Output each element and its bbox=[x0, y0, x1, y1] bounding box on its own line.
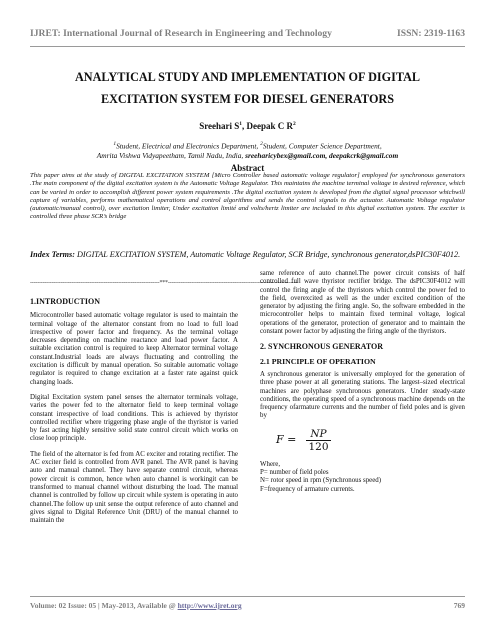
page-footer bbox=[30, 601, 465, 610]
index-terms-label: Index Terms: bbox=[30, 250, 75, 259]
journal-header bbox=[30, 28, 465, 39]
affil-1-sup: 1 bbox=[113, 141, 117, 147]
institution: Amrita Vishwa Vidyapeetham, Tamil Nadu, India, bbox=[96, 151, 246, 161]
affil-2-sup: 2 bbox=[260, 141, 263, 147]
issn: ISSN: 2319-1163 bbox=[397, 28, 465, 39]
section-heading-introduction: 1.INTRODUCTION bbox=[30, 297, 101, 306]
affiliations bbox=[30, 139, 465, 161]
frequency-formula bbox=[276, 428, 465, 453]
affiliation-line-2 bbox=[30, 151, 465, 161]
intro-paragraph-2: Digital Excitation system panel senses the alternator terminals voltage, varies the power fed to the alternator field to keep terminal voltage constant irrespective of load conditions. This is achieved by thyristor controlled rectifier where triggering phase angle of the thyristor is varied by fast acting highly sensitive solid state control circuit which works on close loop principle. bbox=[30, 393, 238, 443]
right-column bbox=[260, 270, 465, 494]
title-line-1: ANALYTICAL STUDY AND IMPLEMENTATION OF DIGITAL bbox=[74, 70, 421, 84]
intro-paragraph-1: Microcontroller based automatic voltage regulator is used to maintain the terminal voltage of the alternator constant from no load to full load irrespective of power factor and frequency. As the terminal voltage decreases depending on machine reactance and load power factor. A suitable excitation control is required to keep Alternator terminal voltage constant.Industrial loads are always fluctuating and controlling the excitation is difficult by manual operation. So suitable automatic voltage regulator is required to change excitation at a faster rate against quick changing loads. bbox=[30, 312, 238, 386]
header-rule bbox=[30, 46, 465, 47]
paper-title bbox=[40, 66, 455, 110]
left-column bbox=[30, 296, 238, 532]
separator-line: ------------------------------------------------------------------------***------------------------------------------------------------------------ bbox=[30, 280, 298, 286]
title-line-2: EXCITATION SYSTEM FOR DIESEL GENERATORS bbox=[100, 92, 395, 106]
formula-denominator: 120 bbox=[308, 440, 329, 453]
index-terms bbox=[30, 247, 465, 263]
author-1-sup: 1 bbox=[239, 121, 243, 127]
formula-fraction bbox=[306, 428, 330, 453]
page-number: 769 bbox=[453, 601, 465, 610]
abstract-heading: Abstract bbox=[230, 163, 265, 173]
author-1: Sreehari S bbox=[199, 121, 240, 131]
definition-n: N= rotor speed in rpm (Synchronous speed) bbox=[260, 477, 382, 485]
section-heading-synchronous-generator: 2. SYNCHRONOUS GENERATOR bbox=[260, 342, 384, 352]
footer-volume bbox=[30, 601, 242, 610]
definition-p: P= number of field poles bbox=[260, 469, 329, 477]
definition-f: F=frequency of armature currents. bbox=[260, 485, 355, 493]
footer-rule bbox=[30, 596, 465, 597]
affil-2-text: Student, Computer Science Department, bbox=[262, 141, 382, 151]
subsection-heading-principle: 2.1 PRINCIPLE OF OPERATION bbox=[260, 356, 376, 366]
formula-lhs: F = bbox=[276, 433, 297, 447]
author-2-sup: 2 bbox=[293, 121, 296, 127]
volume-text: Volume: 02 Issue: 05 | May-2013, Available @ bbox=[30, 601, 178, 610]
formula-numerator: NP bbox=[306, 428, 330, 441]
intro-paragraph-3: The field of the alternator is fed from AC exciter and rotating rectifier. The AC exciter field is controlled from AVR panel. The AVR panel is having auto and manual channel. They have separate control circuit, whereas power circuit is common, hence when auto channel is workingit can be transformed to manual channel without disturbing the load. The manual channel is controlled by follow up circuit while system is operating in auto channel.The follow up unit sense the output reference of auto channel and gives signal to Digital Reference Unit (DRU) of the manual channel to maintain the bbox=[30, 450, 238, 525]
principle-paragraph: A synchronous generator is universally employed for the generation of three phase power at all generating stations. The largest–sized electrical machines are polyphase synchronous generators. Under steady-state conditions, the operating speed of a synchronous machine depends on the frequency ofarmature currents and the number of field poles and is given by bbox=[260, 370, 465, 420]
abstract-text: This paper aims at the study of DIGITAL EXCITATION SYSTEM [Micro Controller based automatic voltage regulator] employed for synchronous generators .The main component of the digital excitation system is the Automatic Voltage Regulator. This maintains the machine terminal voltage in desired reference, which can be varied in order to accomplish different power system requirements .The digital excitation system is developed from the digital signal processor whichwill capture of variables, performs mathematical operations and control algorithms and sends the control signals to the actuator. Automatic Voltage regulator (automatic/manual control), over excitation limiter, Under excitation limité and volts/hertz limiter are included in this digital excitation system. The exciter is controlled three phase SCR’s bridge bbox=[30, 172, 465, 221]
author-2: Deepak C R bbox=[246, 121, 294, 131]
affil-1-text: Student, Electrical and Electronics Department, bbox=[116, 141, 261, 151]
authors bbox=[40, 121, 455, 131]
right-paragraph-1: same reference of auto channel.The power circuit consists of half controlled full wave thyristor rectifier bridge. The dsPIC30F4012 will control the firing angle of the thyristors which control the power fed to the field, overexcited as well as the under excited condition of the generator by adjusting the firing angle. So, the software embedded in the microcontroller helps to maintain fixed terminal voltage, logical operations of the generator, protection of generator and to maintain the constant power factor by adjusting the firing angle of the thyristors. bbox=[260, 270, 465, 336]
author-separator: , bbox=[242, 121, 247, 131]
journal-url-link[interactable]: http://www.ijret.org bbox=[177, 601, 242, 610]
index-terms-text: DIGITAL EXCITATION SYSTEM, Automatic Voltage Regulator, SCR Bridge, synchronous generator,dsPIC30F4012. bbox=[74, 250, 461, 259]
affiliation-line-1 bbox=[30, 139, 465, 151]
author-emails: sreeharicybex@gmail.com, deepakcrk@gmail.com bbox=[245, 151, 399, 161]
where-label: Where, bbox=[260, 460, 281, 468]
journal-name: IJRET: International Journal of Research in Engineering and Technology bbox=[30, 28, 332, 39]
